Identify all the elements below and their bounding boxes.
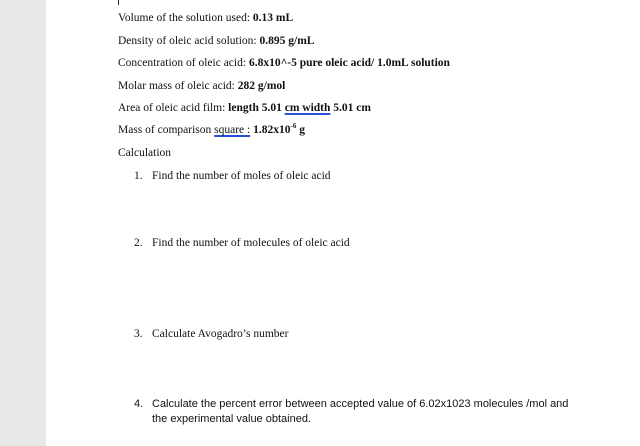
concentration-value: 6.8x10^-5 pure oleic acid/ 1.0mL solution	[248, 57, 450, 69]
molar-label: Molar mass of oleic acid:	[118, 80, 238, 92]
mass-label: Mass of comparison	[118, 124, 215, 136]
question-text-line-2: the experimental value obtained.	[152, 413, 311, 425]
area-line	[118, 102, 371, 114]
question-text-line-1: Calculate the percent error between accepted value of 6.02x1023 molecules /mol and	[152, 398, 569, 410]
text-cursor	[118, 0, 119, 5]
area-cm-unit: cm	[284, 102, 300, 114]
mass-colon: :	[247, 124, 251, 136]
area-label: Area of oleic acid film:	[118, 102, 229, 114]
density-line	[118, 35, 314, 47]
mass-square-word: square	[214, 124, 248, 136]
volume-label: Volume of the solution used:	[118, 12, 253, 24]
document-page	[46, 0, 640, 446]
mass-unit: g	[296, 124, 305, 136]
molar-mass-line	[118, 80, 285, 92]
concentration-label: Concentration of oleic acid:	[118, 57, 249, 69]
mass-exponent: -6	[290, 122, 297, 131]
area-length: length 5.01	[228, 102, 285, 114]
question-text: Calculate Avogadro’s number	[152, 328, 289, 340]
area-width-value: 5.01 cm	[330, 102, 371, 114]
volume-value: 0.13 mL	[252, 12, 294, 24]
question-number: 3.	[134, 328, 143, 340]
question-number: 2.	[134, 237, 143, 249]
molar-value: 282 g/mol	[237, 80, 286, 92]
area-width-word: width	[299, 102, 331, 114]
mass-line	[118, 124, 305, 136]
question-text: Find the number of molecules of oleic acid	[152, 237, 350, 249]
density-value: 0.895 g/mL	[259, 35, 315, 47]
mass-value: 1.82x10	[250, 124, 291, 136]
density-label: Density of oleic acid solution:	[118, 35, 260, 47]
calculation-heading: Calculation	[118, 147, 172, 159]
question-number: 4.	[134, 398, 144, 410]
question-number: 1.	[134, 170, 143, 182]
question-text: Find the number of moles of oleic acid	[152, 170, 331, 182]
volume-line	[118, 12, 293, 24]
concentration-line	[118, 57, 450, 69]
